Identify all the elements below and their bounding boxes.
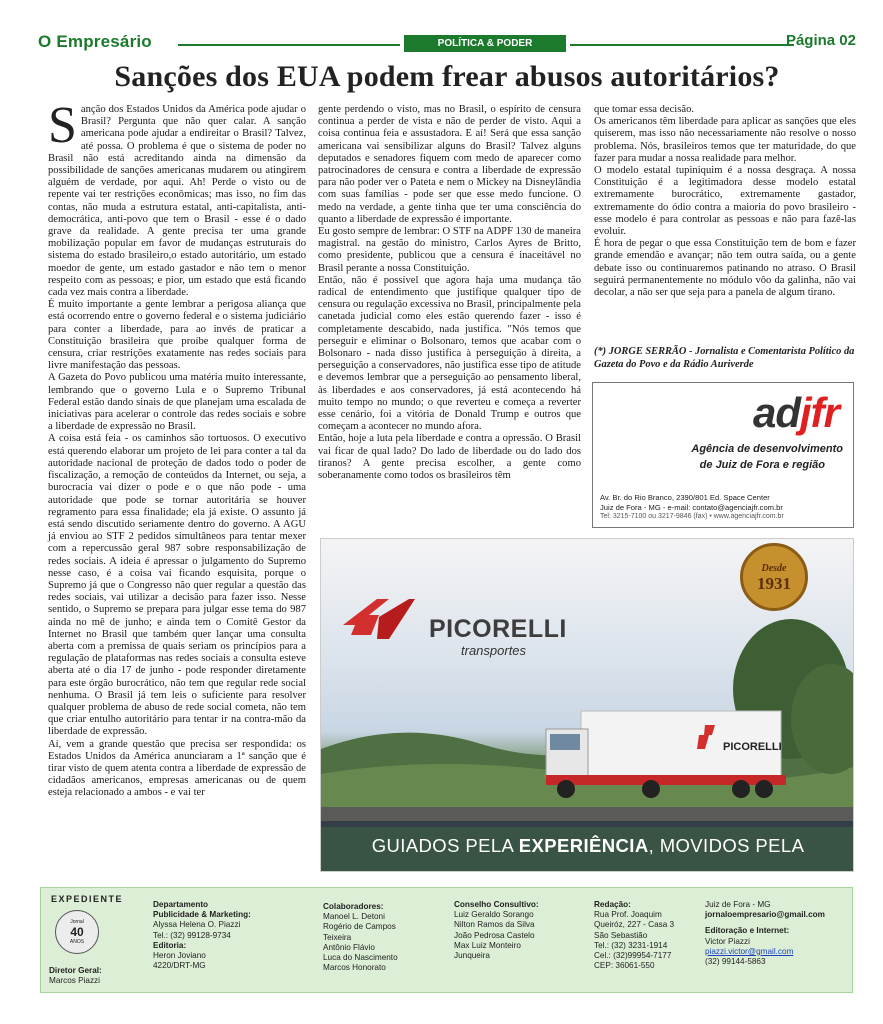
truck-logo-text: PICORELLI [723,741,782,753]
paragraph: Os americanos têm liberdade para aplicar as sanções que eles quiserem, mas isso não necessariamente não resolve o nosso problema. Nós, brasileiros temos que ter maturidade, do que fazer para mudar a nossa realidade para melhor. [594,116,856,164]
adjfr-advertisement[interactable] [592,382,854,528]
adjfr-tagline: Agência de desenvolvimento [691,443,843,455]
paragraph: É hora de pegar o que essa Constituição tem de bom e fazer grande emendão e avançar; não tem outra saída, ou a gente debate isso ou continuaremos patinando no atraso. O Brasil seguirá permanentemente no módulo vôo da galinha, não vai decolar, a não ser que seja para a panela de algum tirano. [594,238,856,299]
desde-1931-seal: Desde 1931 [740,543,808,611]
headline: Sanções dos EUA podem frear abusos autoritários? [114,60,780,93]
picorelli-slogan: GUIADOS PELA EXPERIÊNCIA, MOVIDOS PELA [321,821,854,872]
page-number: Página 02 [785,32,856,49]
paragraph: Aí, vem a grande questão que precisa ser respondida: os Estados Unidos da América anunciaram a 1ª sanção que é tirar visto de quem atenta contra a liberdade de expressão de cidadãos americanos, empresas americanas ou de quem esteja relacionado a ambos - e vai ter [48,738,306,799]
masthead-rule-right [570,44,794,46]
picorelli-advertisement[interactable] [320,538,854,872]
newsroom-block: Redação: Rua Prof. Joaquim Queiróz, 227 - Casa 3 São Sebastião Tel.: (32) 3231-1914 Cel.: (32)99954-7177 CEP: 36061-550 [594,900,675,971]
paragraph: A Gazeta do Povo publicou uma matéria muito interessante, lembrando que o governo Lula e o Supremo Tribunal Federal estão dando sinais de que planejam uma escalada de iniciativas para acelerar o controle das redes sociais e sobre a liberdade de expressão no Brasil. [48,372,306,433]
picorelli-logo-text: PICORELLI [429,615,567,643]
picorelli-subtitle: transportes [461,643,527,658]
paragraph: que tomar essa decisão. [594,104,695,115]
director-block: Diretor Geral: Marcos Piazzi [49,966,102,986]
expediente-box [40,887,853,993]
paragraph: O modelo estatal tupiniquim é a nossa desgraça. A nossa Constituição é a legitimadora desse modelo estatal extremamente burocrático, extremamente gastador, extremamente do ódio contra a maioria do povo brasileiro - esse modelo é para controlar as pessoas e não para fazê-las evoluir. [594,165,856,238]
contact-block: Juiz de Fora - MG jornaloempresario@gmail.com Editoração e Internet: Victor Piazzi piazzi.victor@gmail.com (32) 99144-5863 [705,900,851,967]
paragraph: anção dos Estados Unidos da América pode ajudar o Brasil? Pergunta que não quer calar. A sanção americana pode ajudar a endireitar o Brasil? Talvez, até possa. O problema é que o sistema de poder no Brasil não está acreditando ainda na dimensão da possibilidade de sanções americanas mudarem ou atingirem alguém de verdade, por aqui. Ah! Perde o visto ou de repente vai ter restrições econômicas; mas isso, no fim das contas, não muda a estrutura estatal, anti-capitalista, anti-democrática, anti-povo que tem o Brasil - esse é o dado grave da realidade. A gente precisa ter uma grande mobilização popular em favor de mudanças estruturais do sistema do estado brasileiro,o estado autoritário, um estado moedor de gente, um estado gastador e não tem o menor respeito com as pessoas; e pior, um estado que está ficando cada vez mais contra a liberdade. [48,104,306,299]
paragraph: Então, hoje a luta pela liberdade e contra a opressão. O Brasil vai ficar de qual lado? Do lado de liberdade ou do lado dos tiranos? A gente precisa escolher, a gente como soberanamente como todos os brasileiros têm [318,433,581,482]
article-column-2 [318,104,581,532]
paragraph: A coisa está feia - os caminhos são tortuosos. O executivo está querendo elaborar um projeto de lei para conter a tal da autoridade nacional de proteção de dados todo o poder de fiscalização, a remoção de conteúdos da Internet, ou seja, a burocracia vai dizer o pode e o que não pode - uma autoridade que pode se tornar autoritária se houver regramento para essa finalidade; ela já existe. O assunto já está sendo discutido seriamente dentro do governo. A AGU já enviou ao STF 2 pedidos simultâneos para tentar mexer com a repercussão geral 987 sobre responsabilização de redes sociais. A ideia é apressar o julgamento do Supremo nesse caso, é a coisa vai ficando esquisita, porque o Supremo já que o Congresso não quer regular a questão das redes sociais, vai utilizar a decisão para fazer isso. Nesse sentido, o Supremo se prepara para julgar esse tema do 987 ainda no mê de junho; e ainda tem o Comitê Gestor da Internet no Brasil que também quer lançar uma consulta aberta com a premissa de quais seriam os princípios para a regulação de plataformas nas redes sociais a consulta esteve aberta até o dia 17 de junho - pode responder diretamente para este órgão burocrático, não tem que regular rede social nenhuma. O Brasil já tem leis o suficiente para resolver qualquer problema de abuso de rede social cometa, não tem que criar entulho autoritário para tentar ir na contra-mão da liberdade de expressão. [48,433,306,738]
masthead-rule-left [178,44,400,46]
section-tag: POLÍTICA & PODER [404,35,566,52]
anniversary-logo: Jornal 40 ANOS [55,910,99,954]
main-email-link[interactable]: jornaloempresario@gmail.com [705,910,825,920]
expediente-title: EXPEDIENTE [51,894,124,904]
editor-email-link[interactable]: piazzi.victor@gmail.com [705,946,794,956]
article-column-3 [594,104,856,340]
author-byline: (*) JORGE SERRÃO - Jornalista e Comentarista Político da Gazeta do Povo e da Rádio Auriverde [594,346,855,370]
paragraph: É muito importante a gente lembrar a perigosa aliança que está ocorrendo entre o governo federal e o sistema judiciário para conter a liberdade, para ao invés de praticar a Constituição brasileira que proíbe qualquer forma de censura, criar restrições exatamente nas redes sociais para livre manifestação das pessoas. [48,299,306,372]
advisory-council-block: Conselho Consultivo: Luiz Geraldo Sorango Nilton Ramos da Silva João Pedrosa Castelo Max Luiz Monteiro Junqueira [454,900,539,961]
adjfr-tagline-2: de Juiz de Fora e região [699,459,825,471]
drop-cap: S [48,97,77,154]
paragraph: gente perdendo o visto, mas no Brasil, o espírito de censura continua a perder de vista e não de perder de visto. Aqui a coisa continua feia e assustadora. E aí! Será que essa sanção americana vai sensibilizar alguns do Brasil? Talvez alguns deputados e senadores fiquem com medo de aparecer como patrocinadores de censura e contra a liberdade de expressão para não poder ver o Pateta e nem o Mickey na Disneylândia com suas famílias - pode ser que esse medo funcione. O medo na verdade, a gente tinha que ter uma consciência do quanto a liberdade de expressão é importante. [318,104,581,225]
masthead [38,32,856,56]
publicity-block: Departamento Publicidade & Marketing: Alyssa Helena O. Piazzi Tel.: (32) 99128-9734 Editoria: Heron Joviano 4220/DRT-MG [153,900,251,971]
article-column-1 [48,97,306,876]
paragraph: Então, não é possível que agora haja uma mudança tão radical de entendimento que justifique qualquer tipo de censura ou regulação excessiva no Brasil, principalmente pela canetada judicial como eles estão querendo fazer - isso é completamente descabido, nada justifica. "Nós temos que perseguir e eliminar o Bolsonaro, temos que acabar com o Bolsonaro - nada disso justifica à perseguição à direita, a perseguição a conservadores, não justifica esse tipo de atitude e devemos lembrar que a perseguição ao pensamento liberal, às liberdades e aos conservadores, já está acontecendo há muito tempo no mundo; o que reverteu e começa a reverter esse cenário, foi a vitória de Donald Trump e outros que começam a acontecer no mundo afora. [318,274,581,433]
paragraph: Eu gosto sempre de lembrar: O STF na ADPF 130 de maneira magistral. na gestão do ministro, Carlos Ayres de Britto, como presidente, publicou que a censura é inaceitável no Brasil perante a nossa Constituição. [318,226,581,274]
publication-name: O Empresário [38,32,152,51]
adjfr-logo: adjfr [752,389,839,436]
adjfr-phones: Tel: 3215-7100 ou 3217-9846 (fax) • www.agenciajfr.com.br [600,513,784,520]
adjfr-address: Av. Br. do Rio Branco, 2390/801 Ed. Space Center Juiz de Fora - MG - e-mail: contato@agenciajfr.com.br [600,493,783,512]
collaborators-block: Colaboradores: Manoel L. Detoni Rogério de Campos Teixeira Antônio Flávio Luca do Nascimento Marcos Honorato [323,902,398,973]
